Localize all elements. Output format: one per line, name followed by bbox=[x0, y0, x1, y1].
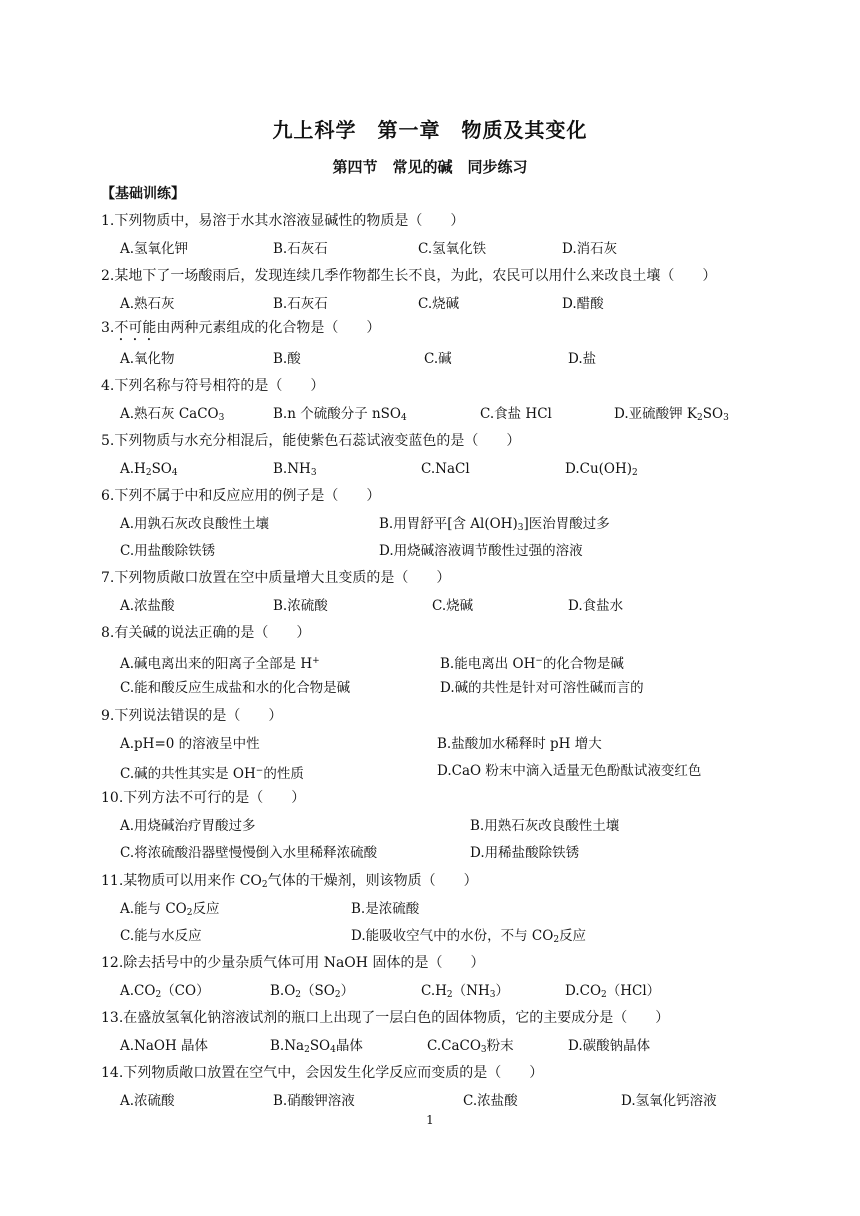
question-2: 2.某地下了一场酸雨后，发现连续几季作物都生长不良，为此，农民可以用什么来改良土壤（ ） bbox=[101, 268, 717, 284]
q10-option-c: C.将浓硫酸沿器壁慢慢倒入水里稀释浓硫酸 bbox=[120, 845, 378, 861]
question-7: 7.下列物质敞口放置在空中质量增大且变质的是（ ） bbox=[101, 570, 451, 586]
q3-option-b: B.酸 bbox=[273, 351, 301, 367]
question-12: 12.除去括号中的少量杂质气体可用 NaOH 固体的是（ ） bbox=[101, 955, 485, 971]
question-4: 4.下列名称与符号相符的是（ ） bbox=[101, 378, 325, 394]
q2-option-d: D.醋酸 bbox=[562, 296, 604, 312]
q1-option-b: B.石灰石 bbox=[273, 241, 328, 257]
question-3: 3.不可能由两种元素组成的化合物是（ ） bbox=[101, 320, 381, 336]
q6-option-a: A.用孰石灰改良酸性土壤 bbox=[120, 516, 270, 532]
q9-option-a: A.pH=0 的溶液呈中性 bbox=[120, 736, 260, 752]
question-13: 13.在盛放氢氧化钠溶液试剂的瓶口上出现了一层白色的固体物质，它的主要成分是（ ） bbox=[101, 1010, 670, 1026]
q9-option-d: D.CaO 粉末中滴入适量无色酚酞试液变红色 bbox=[437, 763, 702, 779]
q3-option-a: A.氧化物 bbox=[120, 351, 175, 367]
q3-option-c: C.碱 bbox=[424, 351, 452, 367]
q10-option-a: A.用烧碱治疗胃酸过多 bbox=[120, 818, 256, 834]
question-1: 1.下列物质中，易溶于水其水溶液显碱性的物质是（ ） bbox=[101, 213, 465, 229]
document-subtitle: 第四节 常见的碱 同步练习 bbox=[332, 158, 528, 176]
q12-option-c: $C.H_2(NH_3)$ bbox=[421, 983, 509, 1000]
question-6: 6.下列不属于中和反应应用的例子是（ ） bbox=[101, 488, 381, 504]
q12-option-d: $D.CO_2(HCl)$ bbox=[565, 983, 661, 1000]
q5-option-d: $D.Cu(OH)_2$ bbox=[565, 461, 638, 478]
q1-option-c: C.氢氧化铁 bbox=[418, 241, 487, 257]
q13-option-a: A.NaOH 晶体 bbox=[120, 1038, 209, 1054]
q7-option-b: B.浓硫酸 bbox=[273, 598, 328, 614]
q12-option-a: $A.CO_2(CO)$ bbox=[120, 983, 210, 1000]
q11-option-d: D.能吸收空气中的水份，不与 $CO_2$反应 bbox=[351, 928, 587, 945]
q8-option-b: B.能电离出 OH−的化合物是碱 bbox=[440, 656, 624, 672]
q13-option-d: D.碳酸钠晶体 bbox=[568, 1038, 651, 1054]
q2-option-b: B.石灰石 bbox=[273, 296, 328, 312]
question-9: 9.下列说法错误的是（ ） bbox=[101, 708, 283, 724]
q6-option-c: C.用盐酸除铁锈 bbox=[120, 543, 216, 559]
q11-option-b: B.是浓硫酸 bbox=[351, 901, 420, 917]
q11-option-a: A.能与 $CO_2$反应 bbox=[120, 901, 220, 918]
q4-option-c: C.食盐 HCl bbox=[480, 406, 552, 422]
q4-option-d: D.亚硫酸钾 $K_2SO_3$ bbox=[614, 406, 729, 423]
question-11: 11.某物质可以用来作 $CO_2$气体的干燥剂，则该物质（ ） bbox=[101, 873, 478, 890]
q12-option-b: $B.O_2(SO_2)$ bbox=[270, 983, 355, 1000]
q2-option-c: C.烧碱 bbox=[418, 296, 460, 312]
q5-option-c: C.NaCl bbox=[421, 461, 470, 477]
q10-option-b: B.用熟石灰改良酸性土壤 bbox=[470, 818, 620, 834]
q8-option-c: C.能和酸反应生成盐和水的化合物是碱 bbox=[120, 680, 351, 696]
question-10: 10.下列方法不可行的是（ ） bbox=[101, 790, 306, 806]
q9-option-b: B.盐酸加水稀释时 pH 增大 bbox=[437, 736, 602, 752]
question-14: 14.下列物质敞口放置在空气中，会因发生化学反应而变质的是（ ） bbox=[101, 1065, 544, 1081]
q6-option-b: B.用胃舒平[含 $Al(OH)_3$]医治胃酸过多 bbox=[379, 516, 610, 533]
q13-option-c: C.CaCO$_3$粉末 bbox=[427, 1038, 514, 1055]
q10-option-d: D.用稀盐酸除铁锈 bbox=[470, 845, 580, 861]
q3-option-d: D.盐 bbox=[568, 351, 597, 367]
q13-option-b: $B.Na_2SO_4$晶体 bbox=[270, 1038, 363, 1055]
q1-option-a: A.氢氧化钾 bbox=[120, 241, 189, 257]
q7-option-c: C.烧碱 bbox=[432, 598, 474, 614]
q8-option-a: A.碱电离出来的阳离子全部是 H+ bbox=[120, 656, 320, 672]
document-title: 九上科学 第一章 物质及其变化 bbox=[272, 118, 588, 142]
q14-option-c: C.浓盐酸 bbox=[463, 1093, 518, 1109]
q4-option-b: B.n 个硫酸分子 nSO$_4$ bbox=[273, 406, 407, 423]
q5-option-a: $A.H_2SO_4$ bbox=[120, 461, 178, 478]
q2-option-a: A.熟石灰 bbox=[120, 296, 175, 312]
q6-option-d: D.用烧碱溶液调节酸性过强的溶液 bbox=[379, 543, 583, 559]
section-heading: 【基础训练】 bbox=[101, 186, 185, 202]
page-number: 1 bbox=[426, 1113, 434, 1127]
q5-option-b: $B.NH_3$ bbox=[273, 461, 317, 478]
q9-option-c: C.碱的共性其实是 OH−的性质 bbox=[120, 766, 304, 782]
question-8: 8.有关碱的说法正确的是（ ） bbox=[101, 625, 311, 641]
q14-option-a: A.浓硫酸 bbox=[120, 1093, 175, 1109]
q7-option-a: A.浓盐酸 bbox=[120, 598, 175, 614]
question-5: 5.下列物质与水充分相混后，能使紫色石蕊试液变蓝色的是（ ） bbox=[101, 433, 521, 449]
q14-option-b: B.硝酸钾溶液 bbox=[273, 1093, 355, 1109]
q7-option-d: D.食盐水 bbox=[568, 598, 624, 614]
emphasized-word: 不可能 bbox=[114, 320, 157, 336]
q14-option-d: D.氢氧化钙溶液 bbox=[621, 1093, 717, 1109]
q4-option-a: A.熟石灰 CaCO$_3$ bbox=[120, 406, 225, 423]
q11-option-c: C.能与水反应 bbox=[120, 928, 202, 944]
q8-option-d: D.碱的共性是针对可溶性碱而言的 bbox=[440, 680, 644, 696]
q1-option-d: D.消石灰 bbox=[562, 241, 618, 257]
